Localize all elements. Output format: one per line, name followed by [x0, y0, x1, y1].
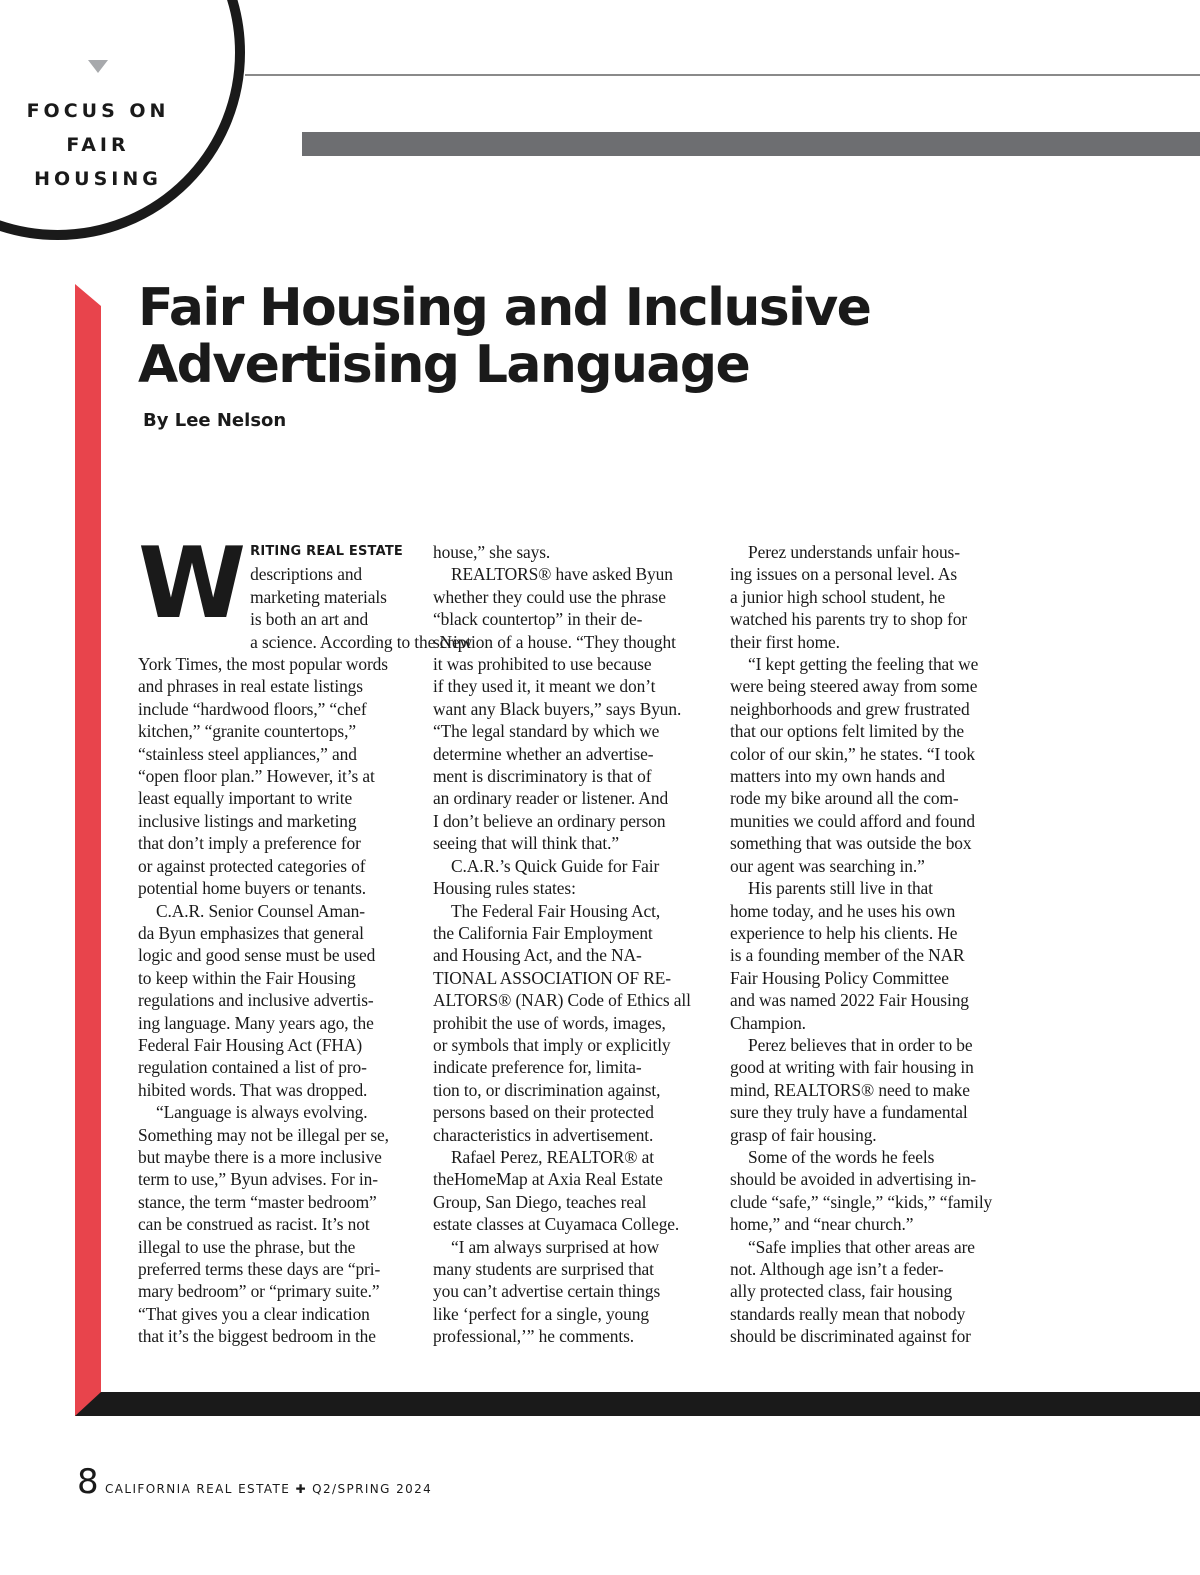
text-line: rode my bike around all the com- [730, 788, 959, 809]
text-line: “Safe implies that other areas are [748, 1236, 975, 1257]
text-line: home today, and he uses his own [730, 900, 956, 921]
footer-bar [75, 1392, 1200, 1416]
text-line: include “hardwood floors,” “chef [138, 698, 367, 719]
text-line: scription of a house. “They thought [433, 631, 676, 652]
text-line: house,” she says. [433, 542, 551, 562]
column-lines [730, 541, 1000, 1348]
text-line: Rafael Perez, REALTOR® at [451, 1146, 654, 1167]
text-line: matters into my own hands and [730, 766, 945, 787]
text-line: that it’s the biggest bedroom in the [138, 1326, 376, 1347]
text-line: and phrases in real estate listings [138, 676, 363, 697]
text-line: TIONAL ASSOCIATION OF RE- [433, 967, 671, 988]
text-line: marketing materials [250, 586, 387, 607]
text-line: theHomeMap at Axia Real Estate [433, 1169, 663, 1190]
header-bar [302, 132, 1200, 156]
text-line: is a founding member of the NAR [730, 945, 965, 966]
article-title-line: Fair Housing and Inclusive [138, 278, 871, 338]
text-line: were being steered away from some [730, 676, 978, 697]
text-line: regulation contained a list of pro- [138, 1057, 367, 1078]
text-line: illegal to use the phrase, but the [138, 1236, 356, 1257]
text-line: you can’t advertise certain things [433, 1281, 661, 1302]
text-line: to keep within the Fair Housing [138, 967, 356, 988]
text-line: the California Fair Employment [433, 922, 653, 943]
text-line: least equally important to write [138, 788, 353, 809]
lead-in-caps: RITING REAL ESTATE [250, 544, 403, 559]
text-line: tion to, or discrimination against, [433, 1079, 661, 1100]
text-line: ALTORS® (NAR) Code of Ethics all [433, 990, 691, 1011]
text-line: our agent was searching in.” [730, 855, 925, 876]
text-line: a junior high school student, he [730, 586, 946, 607]
text-line: “open floor plan.” However, it’s at [138, 766, 375, 787]
text-line: professional,’” he comments. [433, 1326, 634, 1347]
article-column-1 [138, 527, 473, 1348]
text-line: watched his parents try to shop for [730, 609, 968, 630]
text-line: like ‘perfect for a single, young [433, 1303, 649, 1324]
text-line: an ordinary reader or listener. And [433, 788, 669, 809]
text-line: Some of the words he feels [748, 1146, 935, 1167]
text-line: and Housing Act, and the NA- [433, 945, 642, 966]
publication-footer: CALIFORNIA REAL ESTATE ✚ Q2/SPRING 2024 [105, 1482, 433, 1496]
text-line: The Federal Fair Housing Act, [451, 900, 661, 921]
text-line: regulations and inclusive advertis- [138, 990, 374, 1011]
text-line: ment is discriminatory is that of [433, 766, 652, 787]
text-line: ally protected class, fair housing [730, 1281, 953, 1302]
text-line: if they used it, it meant we don’t [433, 676, 656, 697]
text-line: standards really mean that nobody [730, 1303, 966, 1324]
text-line: term to use,” Byun advises. For in- [138, 1169, 378, 1190]
text-line: preferred terms these days are “pri- [138, 1259, 381, 1279]
text-line: REALTORS® have asked Byun [451, 564, 673, 585]
text-line: mind, REALTORS® need to make [730, 1079, 970, 1100]
column-lines [433, 541, 703, 1348]
text-line: and was named 2022 Fair Housing [730, 990, 969, 1011]
text-line: or symbols that imply or explicitly [433, 1034, 671, 1055]
text-line: “That gives you a clear indication [138, 1303, 370, 1324]
text-line: York Times, the most popular words [138, 654, 388, 675]
text-line: experience to help his clients. He [730, 922, 958, 943]
text-line: but maybe there is a more inclusive [138, 1146, 382, 1167]
article-title-line: Advertising Language [138, 335, 750, 395]
text-line: ing issues on a personal level. As [730, 564, 957, 585]
text-line: want any Black buyers,” says Byun. [433, 698, 682, 719]
text-line: can be construed as racist. It’s not [138, 1214, 370, 1235]
text-line: Champion. [730, 1012, 806, 1033]
text-line: kitchen,” “granite countertops,” [138, 721, 356, 742]
text-line: color of our skin,” he states. “I took [730, 743, 975, 764]
text-line: whether they could use the phrase [433, 586, 666, 607]
text-line: should be avoided in advertising in- [730, 1169, 977, 1190]
section-badge-line: HOUSING [34, 168, 162, 190]
text-line: “I kept getting the feeling that we [748, 654, 979, 675]
text-line: that don’t imply a preference for [138, 833, 361, 854]
text-line: descriptions and [250, 564, 363, 585]
text-line: inclusive listings and marketing [138, 810, 357, 831]
text-line: Fair Housing Policy Committee [730, 967, 949, 988]
text-line: characteristics in advertisement. [433, 1124, 654, 1145]
article-title [138, 280, 1038, 394]
text-line: potential home buyers or tenants. [138, 878, 367, 899]
drop-cap: W [138, 527, 243, 641]
article-column-3 [730, 541, 1000, 1348]
article-column-2 [433, 541, 703, 1348]
text-line: sure they truly have a fundamental [730, 1102, 968, 1123]
text-line: prohibit the use of words, images, [433, 1012, 666, 1033]
text-line: clude “safe,” “single,” “kids,” “family [730, 1191, 993, 1212]
text-line: “black countertop” in their de- [433, 609, 643, 630]
text-line: or against protected categories of [138, 855, 366, 876]
text-line: something that was outside the box [730, 833, 972, 854]
text-line: Federal Fair Housing Act (FHA) [138, 1034, 363, 1055]
text-line: persons based on their protected [433, 1102, 654, 1123]
text-line: ing language. Many years ago, the [138, 1012, 374, 1033]
text-line: His parents still live in that [748, 878, 933, 899]
text-line: “stainless steel appliances,” and [138, 743, 357, 764]
column-lines [138, 563, 473, 1347]
text-line: seeing that will think that.” [433, 833, 619, 854]
text-line: C.A.R. Senior Counsel Aman- [156, 900, 365, 921]
section-badge [18, 94, 178, 196]
text-line: Housing rules states: [433, 878, 576, 899]
text-line: C.A.R.’s Quick Guide for Fair [451, 855, 660, 876]
text-line: it was prohibited to use because [433, 654, 652, 675]
text-line: not. Although age isn’t a feder- [730, 1259, 944, 1279]
text-line: is both an art and [250, 609, 369, 630]
text-line: that our options felt limited by the [730, 721, 965, 742]
text-line: indicate preference for, limita- [433, 1057, 642, 1078]
page-number: 8 [77, 1462, 99, 1502]
text-line: “The legal standard by which we [433, 721, 660, 742]
text-line: a science. According to the New [250, 631, 473, 652]
text-line: good at writing with fair housing in [730, 1057, 974, 1078]
text-line: da Byun emphasizes that general [138, 922, 364, 943]
triangle-down-icon [88, 60, 108, 73]
accent-bar [75, 284, 101, 1416]
section-badge-line: FAIR [66, 134, 130, 156]
text-line: Perez understands unfair hous- [748, 542, 960, 562]
text-line: estate classes at Cuyamaca College. [433, 1214, 680, 1235]
byline: By Lee Nelson [143, 410, 287, 431]
text-line: “I am always surprised at how [451, 1236, 660, 1257]
section-badge-line: FOCUS ON [26, 100, 170, 122]
text-line: mary bedroom” or “primary suite.” [138, 1281, 380, 1302]
text-line: stance, the term “master bedroom” [138, 1191, 377, 1212]
text-line: should be discriminated against for [730, 1326, 971, 1347]
text-line: determine whether an advertise- [433, 743, 654, 764]
text-line: grasp of fair housing. [730, 1124, 877, 1145]
text-line: hibited words. That was dropped. [138, 1079, 368, 1100]
text-line: “Language is always evolving. [156, 1102, 368, 1123]
text-line: home,” and “near church.” [730, 1214, 914, 1235]
header-rule [245, 74, 1200, 76]
text-line: Something may not be illegal per se, [138, 1124, 389, 1145]
text-line: Group, San Diego, teaches real [433, 1191, 647, 1212]
text-line: neighborhoods and grew frustrated [730, 698, 970, 719]
text-line: many students are surprised that [433, 1259, 654, 1279]
text-line: I don’t believe an ordinary person [433, 810, 666, 831]
text-line: logic and good sense must be used [138, 945, 376, 966]
text-line: their first home. [730, 631, 840, 652]
text-line: Perez believes that in order to be [748, 1034, 973, 1055]
text-line: munities we could afford and found [730, 810, 976, 831]
